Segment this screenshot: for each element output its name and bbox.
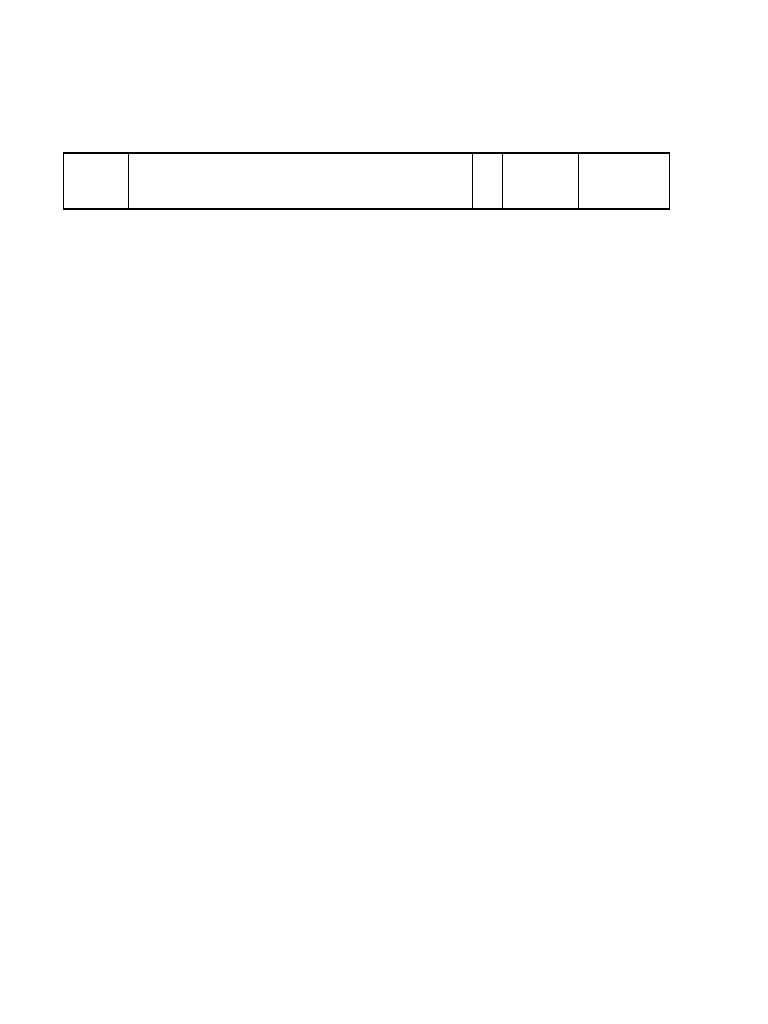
col-header-unit-price [578, 154, 670, 208]
table-header-row [63, 152, 670, 210]
col-header-designation [128, 154, 472, 208]
col-header-num [63, 154, 128, 208]
col-header-quantity [502, 154, 578, 208]
col-header-unit [472, 154, 502, 208]
